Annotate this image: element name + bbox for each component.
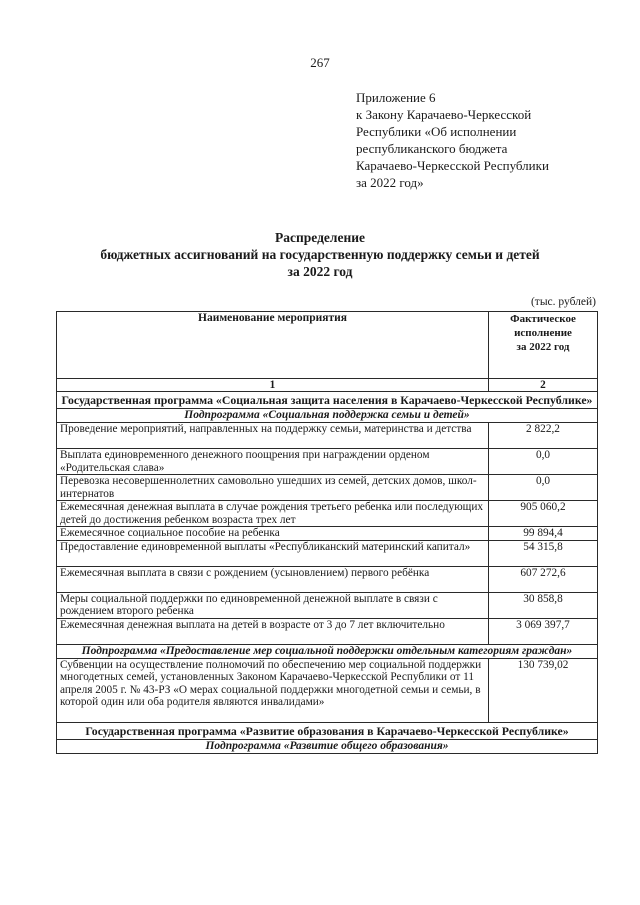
row-name: Ежемесячная денежная выплата в случае рождения третьего ребенка или последующих детей до достижения ребенком возраста трех лет <box>57 501 489 527</box>
page-number: 267 <box>310 55 330 70</box>
column-number: 1 <box>57 379 489 392</box>
header-value <box>489 312 598 379</box>
table-row <box>57 501 598 527</box>
subprogram-title: Подпрограмма «Развитие общего образования» <box>57 739 598 753</box>
row-value: 905 060,2 <box>489 501 598 527</box>
title-line: Распределение <box>274 230 366 245</box>
row-value: 3 069 397,7 <box>489 618 598 644</box>
row-value: 130 739,02 <box>489 658 598 722</box>
subprogram-row <box>57 644 598 658</box>
column-number: 2 <box>489 379 598 392</box>
header-name: Наименование мероприятия <box>57 312 489 379</box>
table-row <box>57 423 598 449</box>
row-name: Ежемесячное социальное пособие на ребенка <box>57 527 489 541</box>
row-name: Субвенции на осуществление полномочий по обеспечению мер социальной поддержки многодетных семей, установленных Законом Карачаево-Черкесской Республики от 11 апреля 2005 г. № 43-РЗ «О мерах социальной поддержки многодетной семьи и семьи, в которой один или оба родителя являются инвалидами» <box>57 658 489 722</box>
row-name: Ежемесячная денежная выплата на детей в возрасте от 3 до 7 лет включительно <box>57 618 489 644</box>
header-value-line: за 2022 год <box>516 341 570 353</box>
row-name: Проведение мероприятий, направленных на поддержку семьи, материнства и детства <box>57 423 489 449</box>
document-title <box>0 229 640 280</box>
units-label: (тыс. рублей) <box>530 296 596 308</box>
appendix-line: Карачаево-Черкесской Республики <box>356 158 549 173</box>
row-value: 99 894,4 <box>489 527 598 541</box>
row-value: 54 315,8 <box>489 540 598 566</box>
appendix-line: республиканского бюджета <box>356 141 508 156</box>
table-row <box>57 540 598 566</box>
appendix-line: Республики «Об исполнении <box>356 124 517 139</box>
row-name: Предоставление единовременной выплаты «Республиканский материнский капитал» <box>57 540 489 566</box>
appendix-line: Приложение 6 <box>356 90 436 105</box>
table-row <box>57 592 598 618</box>
appendix-line: за 2022 год» <box>356 175 424 190</box>
header-value-line: Фактическое <box>510 313 576 325</box>
program-title: Государственная программа «Развитие образования в Карачаево-Черкесской Республике» <box>57 722 598 739</box>
row-name: Выплата единовременного денежного поощрения при награждении орденом «Родительская слава» <box>57 449 489 475</box>
row-name: Ежемесячная выплата в связи с рождением (усыновлением) первого ребёнка <box>57 566 489 592</box>
title-line: за 2022 год <box>287 264 353 279</box>
row-name: Перевозка несовершеннолетних самовольно ушедших из семей, детских домов, школ-интернатов <box>57 475 489 501</box>
table-row <box>57 658 598 722</box>
table-row <box>57 566 598 592</box>
table-row <box>57 527 598 541</box>
row-value: 2 822,2 <box>489 423 598 449</box>
row-value: 0,0 <box>489 475 598 501</box>
subprogram-row <box>57 409 598 423</box>
table-row <box>57 475 598 501</box>
table-row <box>57 618 598 644</box>
program-row <box>57 722 598 739</box>
table-row <box>57 449 598 475</box>
row-value: 0,0 <box>489 449 598 475</box>
appendix-line: к Закону Карачаево-Черкесской <box>356 107 532 122</box>
header-value-line: исполнение <box>514 327 572 339</box>
program-title: Государственная программа «Социальная защита населения в Карачаево-Черкесской Республике» <box>57 392 598 409</box>
budget-table <box>56 311 598 754</box>
row-value: 607 272,6 <box>489 566 598 592</box>
subprogram-title: Подпрограмма «Социальная поддержка семьи и детей» <box>57 409 598 423</box>
title-line: бюджетных ассигнований на государственную поддержку семьи и детей <box>100 247 540 262</box>
appendix-note <box>356 89 626 191</box>
row-value: 30 858,8 <box>489 592 598 618</box>
program-row <box>57 392 598 409</box>
subprogram-title: Подпрограмма «Предоставление мер социальной поддержки отдельным категориям граждан» <box>57 644 598 658</box>
table-header-row <box>57 312 598 379</box>
row-name: Меры социальной поддержки по единовременной денежной выплате в связи с рождением второго ребенка <box>57 592 489 618</box>
subprogram-row <box>57 739 598 753</box>
column-number-row <box>57 379 598 392</box>
